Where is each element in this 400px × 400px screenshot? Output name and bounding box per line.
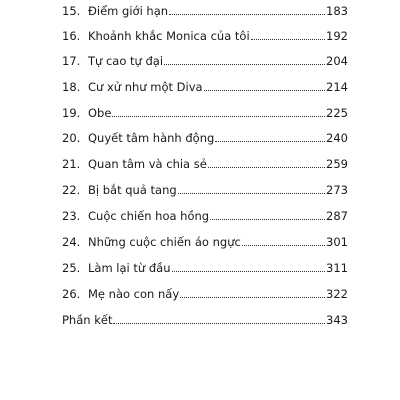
entry-title: Những cuộc chiến áo ngực — [88, 235, 241, 249]
dot-leader — [112, 115, 325, 117]
entry-number: 17. — [62, 54, 81, 68]
entry-page: 311 — [326, 261, 348, 275]
entry-page: 240 — [326, 131, 348, 145]
entry-page: 225 — [326, 106, 348, 120]
entry-number: 25. — [62, 261, 81, 275]
entry-number: 20. — [62, 131, 81, 145]
entry-page: 214 — [326, 80, 348, 94]
dot-leader — [242, 244, 325, 246]
entry-number: 18. — [62, 80, 81, 94]
entry-number: 26. — [62, 287, 81, 301]
entry-page: 273 — [326, 183, 348, 197]
entry-title: Điểm giới hạn — [88, 4, 169, 18]
entry-title: Quan tâm và chia sẻ — [88, 157, 207, 171]
entry-number: 16. — [62, 29, 81, 43]
entry-page: 301 — [326, 235, 348, 249]
entry-title: Phần kết — [62, 313, 113, 327]
entry-page: 322 — [326, 287, 348, 301]
toc-entry-21 — [62, 151, 348, 171]
entry-number: 15. — [62, 4, 81, 18]
dot-leader — [204, 89, 325, 91]
entry-number: 21. — [62, 157, 81, 171]
toc-entry-25 — [62, 255, 348, 275]
entry-page: 183 — [326, 4, 348, 18]
entry-title: Tự cao tự đại — [88, 54, 164, 68]
entry-title: Cuộc chiến hoa hồng — [88, 209, 210, 223]
entry-number: 24. — [62, 235, 81, 249]
entry-page: 192 — [326, 29, 348, 43]
toc-entry-18 — [62, 74, 348, 94]
entry-title: Mẹ nào con nấy — [88, 287, 180, 301]
toc-entry-17 — [62, 48, 348, 68]
entry-page: 343 — [326, 313, 348, 327]
dot-leader — [210, 218, 325, 220]
entry-title: Quyết tâm hành động — [88, 131, 215, 145]
toc-entry-epilogue — [62, 307, 348, 327]
toc-entry-19 — [62, 100, 348, 120]
dot-leader — [172, 270, 326, 272]
entry-number: 19. — [62, 106, 81, 120]
dot-leader — [169, 13, 325, 15]
entry-page: 259 — [326, 157, 348, 171]
toc-entry-16 — [62, 23, 348, 43]
dot-leader — [215, 140, 325, 142]
entry-number: 23. — [62, 209, 81, 223]
toc-entry-23 — [62, 203, 348, 223]
entry-page: 287 — [326, 209, 348, 223]
dot-leader — [178, 192, 325, 194]
toc-entry-20 — [62, 125, 348, 145]
entry-title: Bị bắt quả tang — [88, 183, 177, 197]
entry-page: 204 — [326, 54, 348, 68]
entry-title: Làm lại từ đầu — [88, 261, 171, 275]
entry-title: Cư xử như một Diva — [88, 80, 203, 94]
toc-entry-22 — [62, 177, 348, 197]
toc-entry-26 — [62, 281, 348, 301]
entry-number: 22. — [62, 183, 81, 197]
toc-entry-15 — [62, 0, 348, 18]
dot-leader — [180, 296, 325, 298]
dot-leader — [251, 38, 325, 40]
dot-leader — [208, 166, 325, 168]
dot-leader — [113, 322, 325, 324]
toc-entry-24 — [62, 229, 348, 249]
entry-title: Obe — [88, 106, 112, 120]
entry-title: Khoảnh khắc Monica của tôi — [88, 29, 250, 43]
dot-leader — [164, 63, 325, 65]
